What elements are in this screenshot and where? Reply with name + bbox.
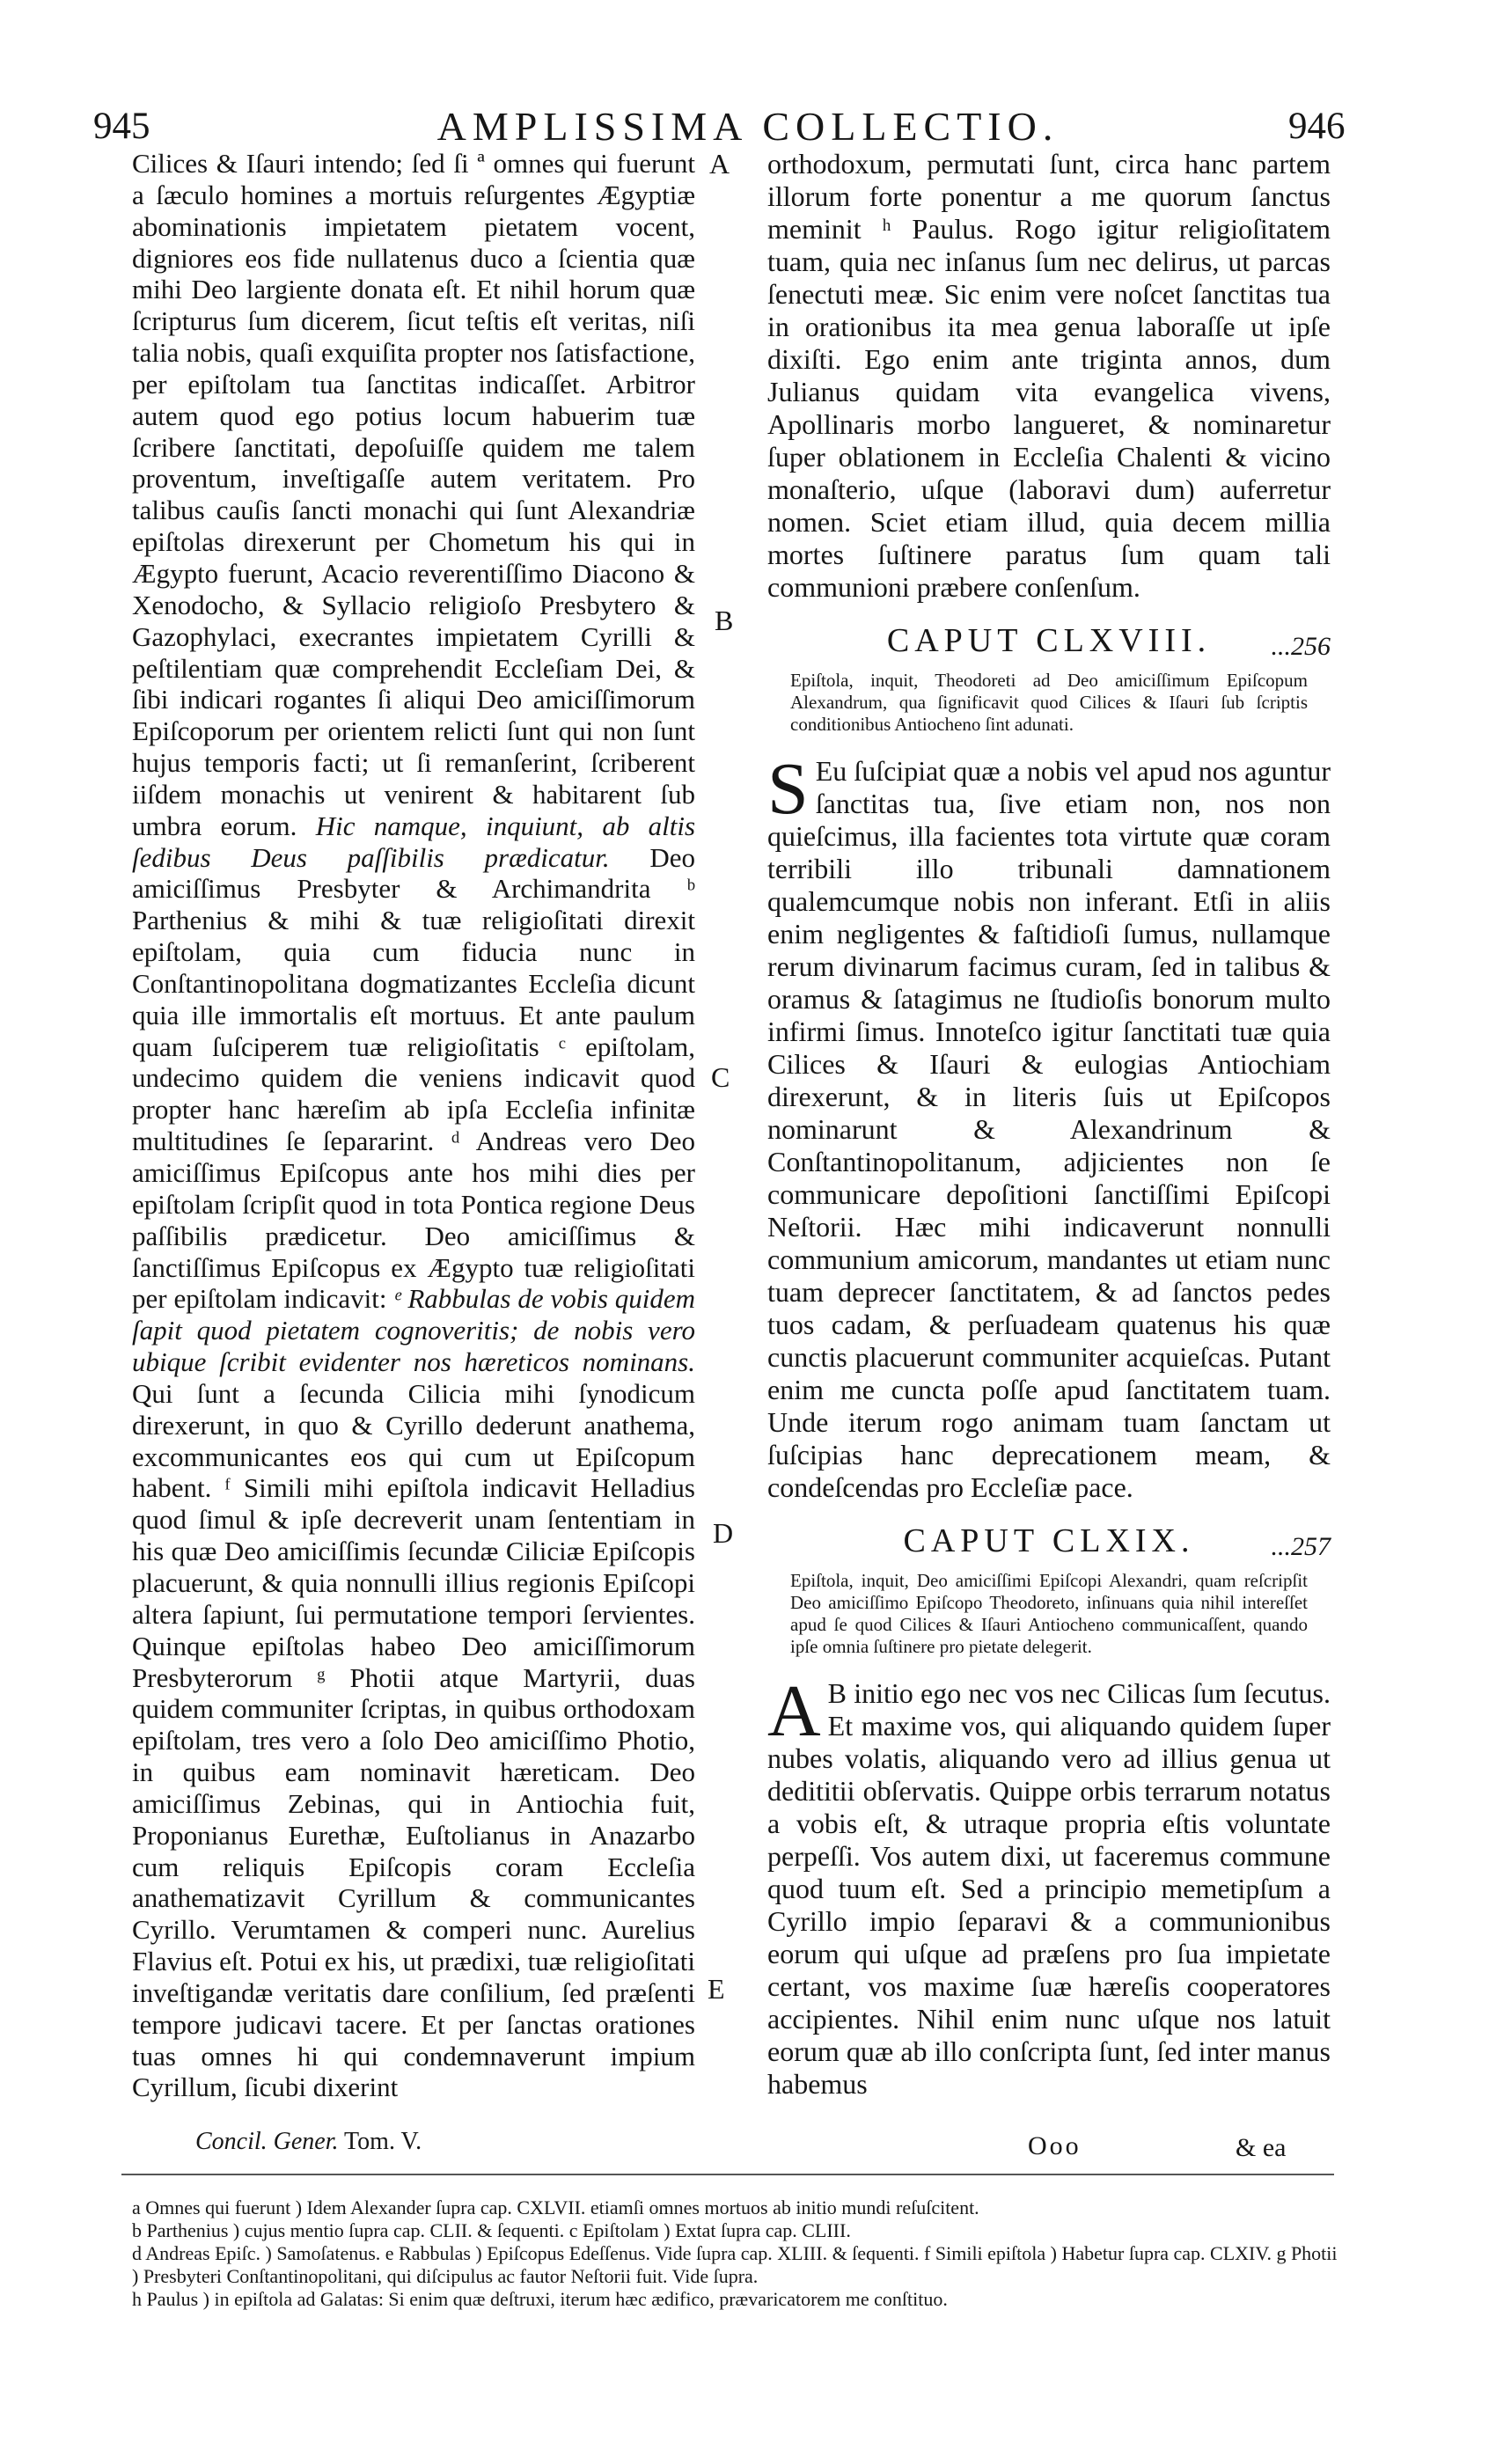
right-column <box>767 148 1331 2101</box>
running-title: AMPLISSIMA COLLECTIO. <box>436 104 1060 149</box>
chapter-168-summary: Epiſtola, inquit, Theodoreti ad Deo amiciſſimum Epiſcopum Alexandrum, qua ſignificavit quod Cilices & Iſauri ſub ſcriptis conditionibus Antiocheno ſint adunati. <box>790 670 1308 735</box>
footnote-d-g: d Andreas Epiſc. ) Samoſatenus. e Rabbulas ) Epiſcopus Edeſſenus. Vide ſupra cap. XLIII. & ſequenti. f Simili epiſtola ) Habetur ſupra cap. CLXIV. g Photii ) Presbyteri Conſtantinopolitani, qui diſcipulus ac fautor Neſtorii fuit. Vide ſupra. <box>132 2242 1338 2287</box>
catchword: & ea <box>1236 2133 1287 2162</box>
footnote-b-c: b Parthenius ) cujus mentio ſupra cap. CLII. & ſequenti. c Epiſtolam ) Extat ſupra cap. CLIII. <box>132 2219 851 2241</box>
left-quote-1: Hic namque, inquiunt, ab altis ſedibus Deus paſſibilis prædicatur. <box>132 810 696 873</box>
left-paragraph-3: Qui ſunt a ſecunda Cilicia mihi ſynodicum direxerunt, in quo & Cyrillo dederunt anathema, excommunicantes eos qui cum ut Epiſcopum habent. ᶠ Simili mihi epiſtola indicavit Helladius quod ſimul & ipſe decreverit unam ſententiam in his quæ Deo amiciſſimis ſecundæ Ciliciæ Epiſcopis placuerunt, & quia nonnulli illius regionis Epiſcopi altera ſapiunt, ſui permutatione tempori ſervientes. Quinque epiſtolas habeo Deo amiciſſimorum Presbyterorum ᵍ Photii atque Martyrii, duas quidem communiter ſcriptas, in quibus orthodoxam epiſtolam, tres vero a ſolo Deo amiciſſimo Photio, in quibus eam nominavit hæreticam. Deo amiciſſimus Zebinas, qui in Antiochia fuit, Proponianus Eurethæ, Euſtolianus in Anazarbo cum reliquis Epiſcopis coram Eccleſia anathematizavit Cyrillum & communicantes Cyrillo. Verumtamen & comperi nunc. Aurelius Flavius eſt. Potui ex his, ut prædixi, tuæ religioſitati inveſtigandæ veritatis dare conſilium, ſed præſenti tempore judicavi tacere. Et per ſanctas orationes tuas omnes hi qui condemnaverunt impium Cyrillum, ſicubi dixerint <box>132 1377 695 2103</box>
margin-letter-d: D <box>713 1517 734 1549</box>
footnotes <box>132 2196 1338 2311</box>
chapter-169-heading <box>767 1522 1331 1561</box>
chapter-168-number: ...256 <box>1271 632 1331 661</box>
signature-tom: Tom. V. <box>344 2128 422 2155</box>
chapter-168-dropcap: S <box>767 748 809 830</box>
chapter-169-text: B initio ego nec vos nec Cilicas ſum ſecutus. Et maxime vos, qui aliquando quidem ſuper nubes volatis, aliquando vero ad illius genua ut dedititii obſervatis. Quippe orbis terrarum notatus a vobis eſt, & utraque propria eſtis voluntate perpeſſi. Vos autem dixi, ut faceremus commune quod tuum eſt. Sed a principio memetipſum a Cyrillo impio ſeparavi & a communionibus eorum qui uſque ad præſens pro ſua impietate certant, vos maxime ſuæ hæreſis cooperatores accipientes. Nihil enim nunc uſque nos latuit eorum quæ ab illo conſcripta ſunt, ſed inter manus habemus <box>767 1677 1331 2100</box>
chapter-169-summary: Epiſtola, inquit, Deo amiciſſimi Epiſcopi Alexandri, quam reſcripſit Deo amiciſſimo Epiſcopo Theodoreto, inſinuans quia nihil intereſſet apud ſe quod Cilices & Iſauri Antiocheno communicaſſent, quando ipſe omnia ſuſtinere pro pietate delegerit. <box>790 1570 1308 1657</box>
left-paragraph-1: Cilices & Iſauri intendo; ſed ſi ª omnes qui fuerunt a ſæculo homines a mortuis reſurgentes Ægyptiæ abominationis impietatem pietatem vocent, digniores eos fide nullatenus duco a ſcientia quæ mihi Deo largiente donata eſt. Et nihil horum quæ ſcripturus ſum dicerem, ſicut teſtis eſt veritas, niſi talia nobis, quaſi exquiſita propter nos ſatisfactione, per epiſtolam tua ſanctitas indicaſſet. Arbitror autem quod ego potius locum habuerim tuæ ſcribere ſanctitati, depoſuiſſe quidem me talem proventum, inveſtigaſſe autem veritatem. Pro talibus cauſis ſancti monachi qui ſunt Alexandriæ epiſtolas direxerunt per Chometum his qui in Ægypto fuerunt, Acacio reverentiſſimo Diacono & Xenodocho, & Syllacio religioſo Presbytero & Gazophylaci, execrantes impietatem Cyrilli & peſtilentiam quæ comprehendit Eccleſiam Dei, & ſibi indicari rogantes ſi aliqui Deo amiciſſimorum Epiſcoporum per orientem relicti ſunt qui non ſunt hujus temporis facti; ut ſi remanſerint, ſcriberent iiſdem monachis ut venirent & habitarent ſub umbra eorum. <box>132 148 695 841</box>
signature-line-left <box>195 2128 422 2156</box>
page-number-right: 946 <box>1288 106 1346 147</box>
signature-concil: Concil. Gener. <box>195 2128 339 2155</box>
signature-mark: Ooo <box>1028 2131 1082 2160</box>
chapter-169-number: ...257 <box>1271 1532 1331 1561</box>
chapter-169-title: CAPUT CLXIX. <box>903 1522 1195 1559</box>
margin-letter-b: B <box>715 605 734 636</box>
left-paragraph-2: Deo amiciſſimus Presbyter & Archimandrita ᵇ Parthenius & mihi & tuæ religioſitati direxit epiſtolam, quia cum fiducia nunc in Conſtantinopolitana dogmatizantes Eccleſia dicunt quia ille immortalis eſt mortuus. Et ante paulum quam ſuſciperem tuæ religioſitatis ᶜ epiſtolam, undecimo quidem die veniens indicavit quod propter hanc hæreſim ab ipſa Eccleſia infinitæ multitudines ſe ſepararint. ᵈ Andreas vero Deo amiciſſimus Epiſcopus ante hos mihi dies per epiſtolam ſcripſit quod in tota Pontica regione Deus paſſibilis prædicetur. Deo amiciſſimus & ſanctiſſimus Epiſcopus ex Ægypto tuæ religioſitati per epiſtolam indicavit: <box>132 841 695 1315</box>
footnote-h: h Paulus ) in epiſtola ad Galatas: Si enim quæ deſtruxi, iterum hæc ædifico, prævaricatorem me conſtituo. <box>132 2288 948 2310</box>
margin-letter-e: E <box>708 1973 725 2005</box>
margin-letter-a: A <box>709 148 730 180</box>
chapter-168-text: Eu ſuſcipiat quæ a nobis vel apud nos aguntur ſanctitas tua, ſive etiam non, nos non quieſcimus, illa facientes tota virtute quæ coram terribili illo tribunali damnationem qualemcumque nobis non inferant. Etſi in aliis enim negligentes & faſtidioſi ſumus, nullamque rerum divinarum facimus curam, ſed in talibus & oramus & ſatagimus ne ſtudioſis bonorum multo infirmi ſimus. Innoteſco igitur ſanctitati tuæ quia Cilices & Iſauri & eulogias Antiochiam direxerunt, & in literis ſuis ut Epiſcopos nominarunt & Alexandrinum & Conſtantinopolitanum, adjicientes non ſe communicare depoſitioni ſanctiſſimi Epiſcopi Neſtorii. Hæc mihi indicaverunt nonnulli communium amicorum, mandantes ut etiam nunc tuam deprecer ſanctitatem, & ad ſanctos pedes tuos cadam, & perſuadeam quatenus his quæ cunctis placuerunt communiter acquieſcas. Putant enim me cuncta poſſe apud ſanctitatem tuam. Unde iterum rogo animam tuam ſanctam ut ſuſcipias hanc deprecationem meam, & condeſcendas pro Eccleſiæ pace. <box>767 755 1331 1503</box>
footnote-a: a Omnes qui fuerunt ) Idem Alexander ſupra cap. CXLVII. etiamſi omnes mortuos ab initio mundi reſuſcitent. <box>132 2196 979 2218</box>
right-intro-paragraph: orthodoxum, permutati ſunt, circa hanc partem illorum forte ponentur a me quorum ſanctus meminit ʰ Paulus. Rogo igitur religioſitatem tuam, quia nec inſanus ſum nec delirus, ut parcas ſenectuti meæ. Sic enim vere noſcet ſanctitas tua in orationibus ita mea genua laboraſſe ut ipſe dixiſti. Ego enim ante triginta annos, dum Julianus quidam vita evangelica vivens, Apollinaris morbo langueret, & nominaretur ſuper oblationem in Eccleſia Chalenti & vicino monaſterio, uſque (laboravi dum) auferretur nomen. Sciet etiam illud, quia decem millia mortes ſuſtinere paratus ſum quam tali communioni præbere conſenſum. <box>767 148 1331 603</box>
margin-letter-c: C <box>711 1061 730 1093</box>
chapter-169-body <box>767 1670 1331 2101</box>
chapter-169-dropcap: A <box>767 1670 821 1752</box>
footnote-divider <box>121 2174 1334 2175</box>
chapter-168-title: CAPUT CLXVIII. <box>886 622 1212 659</box>
left-column <box>132 148 695 2103</box>
left-quote-2: ᵉ Rabbulas de vobis quidem ſapit quod pietatem cognoveritis; de nobis vero ubique ſcribit evidenter nos hæreticos nominans. <box>132 1283 696 1378</box>
chapter-168-heading <box>767 622 1331 661</box>
page-number-left: 945 <box>93 106 150 147</box>
chapter-168-body <box>767 748 1331 1504</box>
